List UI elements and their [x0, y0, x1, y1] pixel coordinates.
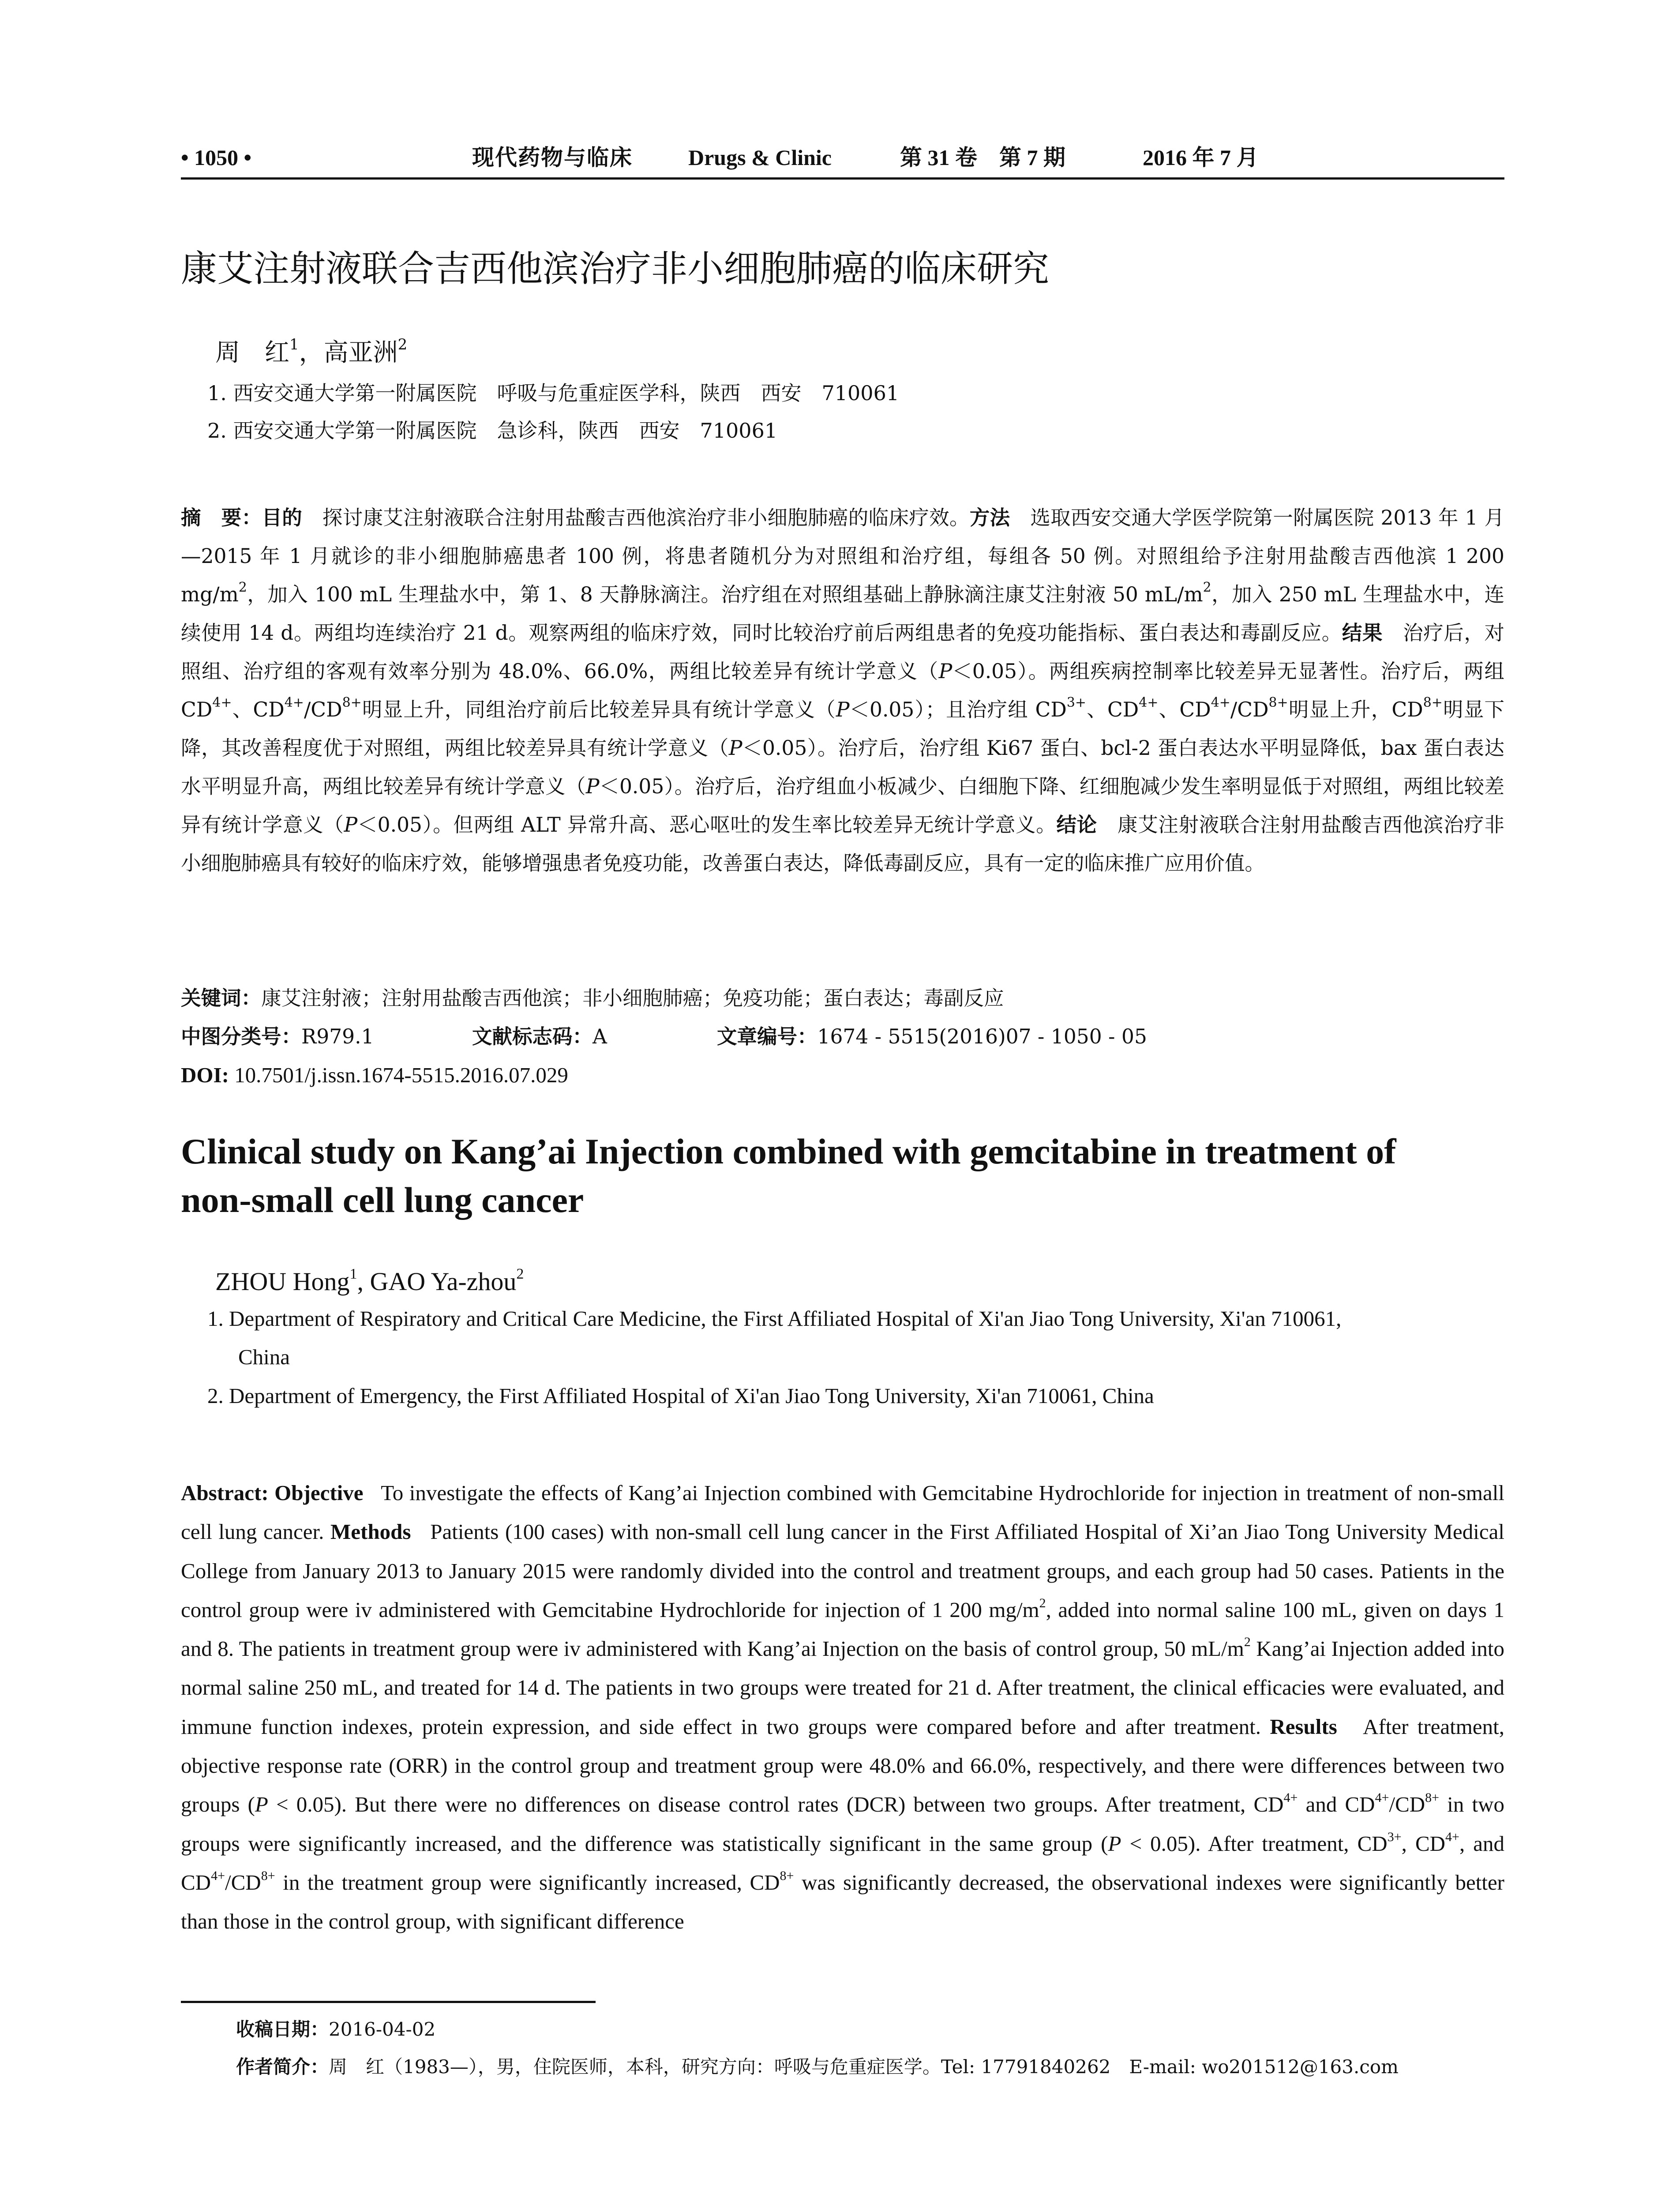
superscript: 4+ — [1375, 1790, 1389, 1805]
classification-line — [181, 1017, 1504, 1056]
methods-label-en: Methods — [330, 1519, 411, 1544]
objective-label-cn: 目的 — [262, 506, 303, 529]
results-cn-text: 明显下降，其改善程度优于对照组，两组比较差异具有统计学意义（ — [181, 698, 1505, 760]
received-date-value: 2016-04-02 — [329, 2018, 436, 2040]
results-cn-text: ＜0.05）。但两组 ALT 异常升高、恶心呕吐的发生率比较差异无统计学意义。 — [357, 813, 1057, 837]
abstract-cn — [181, 499, 1504, 882]
title-en-line-2: non-small cell lung cancer — [181, 1180, 584, 1220]
p-value-symbol: P — [344, 813, 358, 837]
results-cn-text: 明显上升，同组治疗前后比较差异具有统计学意义（ — [361, 698, 836, 721]
superscript: 4+ — [1211, 695, 1230, 710]
affiliation-en-1 — [207, 1299, 1504, 1376]
article-number — [717, 1017, 1147, 1056]
author-2-cn: 高亚洲 — [323, 338, 398, 367]
results-en-text: /CD — [1389, 1792, 1425, 1817]
author-separator: ， — [299, 338, 324, 367]
results-en-text: was significantly decreased, the observational indexes were significantly better than those in the control group, with significant difference — [181, 1870, 1505, 1934]
superscript: 2 — [1203, 580, 1211, 595]
keywords-label: 关键词： — [181, 987, 262, 1010]
document-code-label: 文献标志码： — [472, 1025, 593, 1048]
clc-number — [181, 1017, 374, 1056]
results-cn-text: ＜0.05）。两组疾病控制率比较差异无显著性。治疗后，两组 CD — [181, 660, 1504, 721]
objective-cn: 探讨康艾注射液联合注射用盐酸吉西他滨治疗非小细胞肺癌的临床疗效。 — [322, 506, 970, 529]
doi-label: DOI: — [181, 1063, 229, 1087]
journal-name-cn: 现代药物与临床 — [472, 145, 633, 170]
affiliation-en-1-line-1: 1. Department of Respiratory and Critical Care Medicine, the First Affiliated Hospital of Xi'an Jiao Tong University, Xi'an 710061, — [207, 1306, 1342, 1331]
page-number: • 1050 • — [181, 145, 252, 170]
results-cn-text: 明显上升，CD — [1288, 698, 1423, 721]
superscript: 4+ — [211, 1868, 225, 1883]
methods-cn-text: ，加入 100 mL 生理盐水中，第 1、8 天静脉滴注。治疗组在对照组基础上静脉滴注康艾注射液 50 mL/m — [247, 583, 1203, 606]
results-label-en: Results — [1270, 1714, 1337, 1739]
p-value-symbol: P — [255, 1792, 268, 1817]
authors-cn — [215, 338, 407, 368]
author-1-en: ZHOU Hong — [215, 1267, 350, 1296]
superscript: 8+ — [261, 1868, 275, 1883]
results-en-text: , and CD — [181, 1831, 1504, 1895]
abstract-en-label: Abstract: Objective — [181, 1481, 364, 1505]
received-date-label: 收稿日期： — [236, 2018, 329, 2040]
superscript: 4+ — [1283, 1790, 1298, 1805]
results-label-cn: 结果 — [1342, 621, 1383, 645]
clc-value: R979.1 — [301, 1025, 374, 1048]
authors-en — [215, 1266, 524, 1297]
affiliation-en-1-line-2: China — [238, 1345, 290, 1369]
author-bio — [236, 2054, 1515, 2080]
results-cn-text: 、CD — [1158, 698, 1211, 721]
author-1-affil-sup: 1 — [349, 1266, 357, 1282]
document-code — [472, 1017, 607, 1056]
superscript: 3+ — [1387, 1829, 1402, 1844]
footnote-rule — [181, 2001, 596, 2003]
doi-value: 10.7501/j.issn.1674-5515.2016.07.029 — [229, 1063, 568, 1087]
keywords-value: 康艾注射液；注射用盐酸吉西他滨；非小细胞肺癌；免疫功能；蛋白表达；毒副反应 — [261, 987, 1004, 1010]
journal-name-en: Drugs & Clinic — [688, 145, 832, 170]
author-1-cn: 周 红 — [215, 338, 289, 367]
p-value-symbol: P — [938, 660, 952, 683]
methods-cn-text: ，加入 250 mL 生理盐水中，连续使用 14 d。两组均连续治疗 21 d。观察两组的临床疗效，同时比较治疗前后两组患者的免疫功能指标、蛋白表达和毒副反应。 — [181, 583, 1504, 645]
results-cn-text: 治疗后，对照组、治疗组的客观有效率分别为 48.0%、66.0%，两组比较差异有统计学意义（ — [181, 621, 1504, 683]
superscript: 4+ — [284, 695, 304, 710]
affiliation-cn-2: 2. 西安交通大学第一附属医院 急诊科，陕西 西安 710061 — [207, 419, 778, 443]
superscript: 4+ — [1139, 695, 1159, 710]
conclusion-cn: 康艾注射液联合注射用盐酸吉西他滨治疗非小细胞肺癌具有较好的临床疗效，能够增强患者免疫功能，改善蛋白表达，降低毒副反应，具有一定的临床推广应用价值。 — [181, 813, 1504, 875]
methods-en-text: Patients (100 cases) with non-small cell lung cancer in the First Affiliated Hospital of Xi’an Jiao Tong University Medical College from January 2013 to January 2015 were randomly divided into the control and treatment groups, and each group had 50 cases. Patients in the control group were iv administered with Gemcitabine Hydrochloride for injection of 1 200 mg/m — [181, 1519, 1505, 1622]
conclusion-label-cn: 结论 — [1056, 813, 1097, 837]
superscript: 8+ — [342, 695, 362, 710]
results-en-text: in two groups were significantly increased, and the difference was statistically significant in the same group ( — [181, 1792, 1504, 1856]
author-2-affil-sup: 2 — [516, 1266, 524, 1282]
author-2-en: GAO Ya-zhou — [370, 1267, 517, 1296]
results-cn-text: 、CD — [1086, 698, 1139, 721]
methods-label-cn: 方法 — [969, 506, 1010, 529]
methods-en-text: , added into normal saline 100 mL, given on days 1 and 8. The patients in treatment group were iv administered with Kang’ai Injection on the basis of control group, 50 mL/m — [181, 1597, 1504, 1661]
superscript: 8+ — [1425, 1790, 1440, 1805]
results-cn-text: /CD — [1230, 698, 1269, 721]
abstract-en — [181, 1474, 1504, 1941]
author-bio-value: 周 红（1983—），男，住院医师，本科，研究方向：呼吸与危重症医学。Tel: 17791840262 E-mail: wo201512@163.com — [329, 2056, 1399, 2078]
p-value-symbol: P — [585, 775, 600, 798]
results-en-text: /CD — [225, 1870, 261, 1895]
author-separator: , — [357, 1267, 370, 1296]
p-value-symbol: P — [1108, 1831, 1121, 1856]
superscript: 2 — [238, 580, 247, 595]
results-cn-text: ＜0.05）。治疗后，治疗组血小板减少、白细胞下降、红细胞减少发生率明显低于对照组，两组比较差异有统计学意义（ — [181, 775, 1504, 837]
affiliation-en-2: 2. Department of Emergency, the First Affiliated Hospital of Xi'an Jiao Tong University, Xi'an 710061, China — [207, 1384, 1154, 1408]
clc-label: 中图分类号： — [181, 1025, 302, 1048]
running-header — [181, 142, 1504, 173]
keywords-cn — [181, 979, 1504, 1017]
doi-line — [181, 1056, 1504, 1094]
results-en-text: in the treatment group were significantly increased, CD — [275, 1870, 780, 1895]
superscript: 8+ — [780, 1868, 794, 1883]
superscript: 4+ — [212, 695, 232, 710]
results-cn-text: /CD — [304, 698, 342, 721]
article-number-label: 文章编号： — [717, 1025, 818, 1048]
issue-date: 2016 年 7 月 — [1143, 145, 1259, 170]
document-code-value: A — [592, 1025, 607, 1048]
results-cn-text: 、CD — [232, 698, 285, 721]
results-cn-text: ＜0.05）；且治疗组 CD — [849, 698, 1067, 721]
superscript: 2 — [1039, 1595, 1046, 1610]
p-value-symbol: P — [836, 698, 850, 721]
results-en-text: After treatment, objective response rate (ORR) in the control group and treatment group were 48.0% and 66.0%, respectively, and there were differences between two groups ( — [181, 1714, 1505, 1817]
title-en — [181, 1127, 1504, 1224]
affiliation-cn-1: 1. 西安交通大学第一附属医院 呼吸与危重症医学科，陕西 西安 710061 — [207, 381, 900, 405]
author-2-affil-sup: 2 — [398, 336, 408, 353]
superscript: 8+ — [1268, 695, 1288, 710]
article-number-value: 1674 - 5515(2016)07 - 1050 - 05 — [817, 1025, 1147, 1048]
author-1-affil-sup: 1 — [289, 336, 299, 353]
methods-en-text: Kang’ai Injection added into normal saline 250 mL, and treated for 14 d. The patients in two groups were treated for 21 d. After treatment, the clinical efficacies were evaluated, and immune function indexes, protein expression, and side effect in two groups were compared before and after treatment. — [181, 1636, 1504, 1739]
results-en-text: , CD — [1401, 1831, 1446, 1856]
abstract-cn-label: 摘 要： — [181, 506, 262, 529]
superscript: 2 — [1244, 1635, 1251, 1650]
header-rule — [181, 177, 1504, 180]
superscript: 8+ — [1423, 695, 1443, 710]
results-cn-text: ＜0.05）。治疗后，治疗组 Ki67 蛋白、bcl-2 蛋白表达水平明显降低，bax 蛋白表达水平明显升高，两组比较差异有统计学意义（ — [181, 736, 1504, 798]
methods-cn-text: 选取西安交通大学医学院第一附属医院 2013 年 1 月—2015 年 1 月就诊的非小细胞肺癌患者 100 例，将患者随机分为对照组和治疗组，每组各 50 例。对照组给予注射用盐酸吉西他滨 1 200 mg/m — [181, 506, 1504, 606]
volume-issue: 第 31 卷 第 7 期 — [900, 145, 1065, 170]
superscript: 4+ — [1445, 1829, 1459, 1844]
author-bio-label: 作者简介： — [236, 2056, 329, 2078]
results-en-text: < 0.05). After treatment, CD — [1121, 1831, 1388, 1856]
received-date — [236, 2016, 1515, 2043]
superscript: 3+ — [1066, 695, 1087, 710]
p-value-symbol: P — [728, 736, 742, 760]
title-en-line-1: Clinical study on Kang’ai Injection combined with gemcitabine in treatment of — [181, 1131, 1396, 1171]
title-cn: 康艾注射液联合吉西他滨治疗非小细胞肺癌的临床研究 — [181, 248, 1050, 290]
results-en-text: < 0.05). But there were no differences on disease control rates (DCR) between two groups. After treatment, CD — [268, 1792, 1284, 1817]
objective-en: To investigate the effects of Kang’ai Injection combined with Gemcitabine Hydrochloride for injection in treatment of non-small cell lung cancer. — [181, 1481, 1504, 1544]
results-en-text: and CD — [1298, 1792, 1375, 1817]
